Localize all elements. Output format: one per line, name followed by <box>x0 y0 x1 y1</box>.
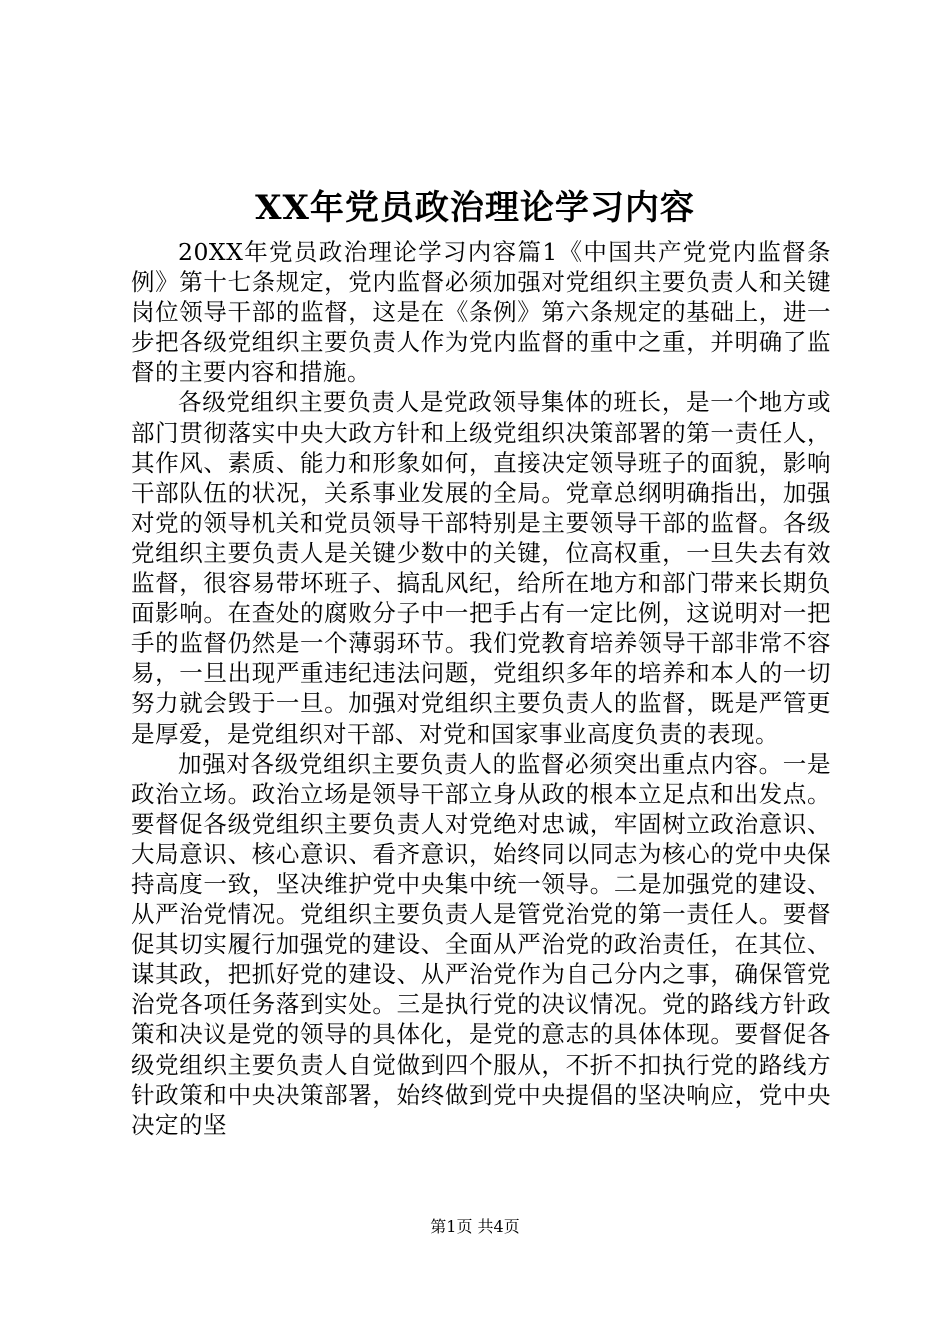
paragraph-2: 各级党组织主要负责人是党政领导集体的班长，是一个地方或部门贯彻落实中央大政方针和上级党组织决策部署的第一责任人，其作风、素质、能力和形象如何，直接决定领导班子的面貌，影响干部队伍的状况，关系事业发展的全局。党章总纲明确指出，加强对党的领导机关和党员领导干部特别是主要领导干部的监督。各级党组织主要负责人是关键少数中的关键，位高权重，一旦失去有效监督，很容易带坏班子、搞乱风纪，给所在地方和部门带来长期负面影响。在查处的腐败分子中一把手占有一定比例，这说明对一把手的监督仍然是一个薄弱环节。我们党教育培养领导干部非常不容易，一旦出现严重违纪违法问题，党组织多年的培养和本人的一切努力就会毁于一旦。加强对党组织主要负责人的监督，既是严管更是厚爱，是党组织对干部、对党和国家事业高度负责的表现。 <box>131 388 831 748</box>
paragraph-3: 加强对各级党组织主要负责人的监督必须突出重点内容。一是政治立场。政治立场是领导干部立身从政的根本立足点和出发点。要督促各级党组织主要负责人对党绝对忠诚，牢固树立政治意识、大局意识、核心意识、看齐意识，始终同以同志为核心的党中央保持高度一致，坚决维护党中央集中统一领导。二是加强党的建设、从严治党情况。党组织主要负责人是管党治党的第一责任人。要督促其切实履行加强党的建设、全面从严治党的政治责任，在其位、谋其政，把抓好党的建设、从严治党作为自己分内之事，确保管党治党各项任务落到实处。三是执行党的决议情况。党的路线方针政策和决议是党的领导的具体化，是党的意志的具体体现。要督促各级党组织主要负责人自觉做到四个服从，不折不扣执行党的路线方针政策和中央决策部署，始终做到党中央提倡的坚决响应，党中央决定的坚 <box>131 749 831 1139</box>
page-title: XX年党员政治理论学习内容 <box>255 188 695 228</box>
document-body <box>131 237 831 1140</box>
page-number-footer: 第1页 共4页 <box>430 1217 520 1236</box>
paragraph-1: 20XX年党员政治理论学习内容篇1《中国共产党党内监督条例》第十七条规定，党内监督必须加强对党组织主要负责人和关键岗位领导干部的监督，这是在《条例》第六条规定的基础上，进一步把各级党组织主要负责人作为党内监督的重中之重，并明确了监督的主要内容和措施。 <box>131 238 831 387</box>
